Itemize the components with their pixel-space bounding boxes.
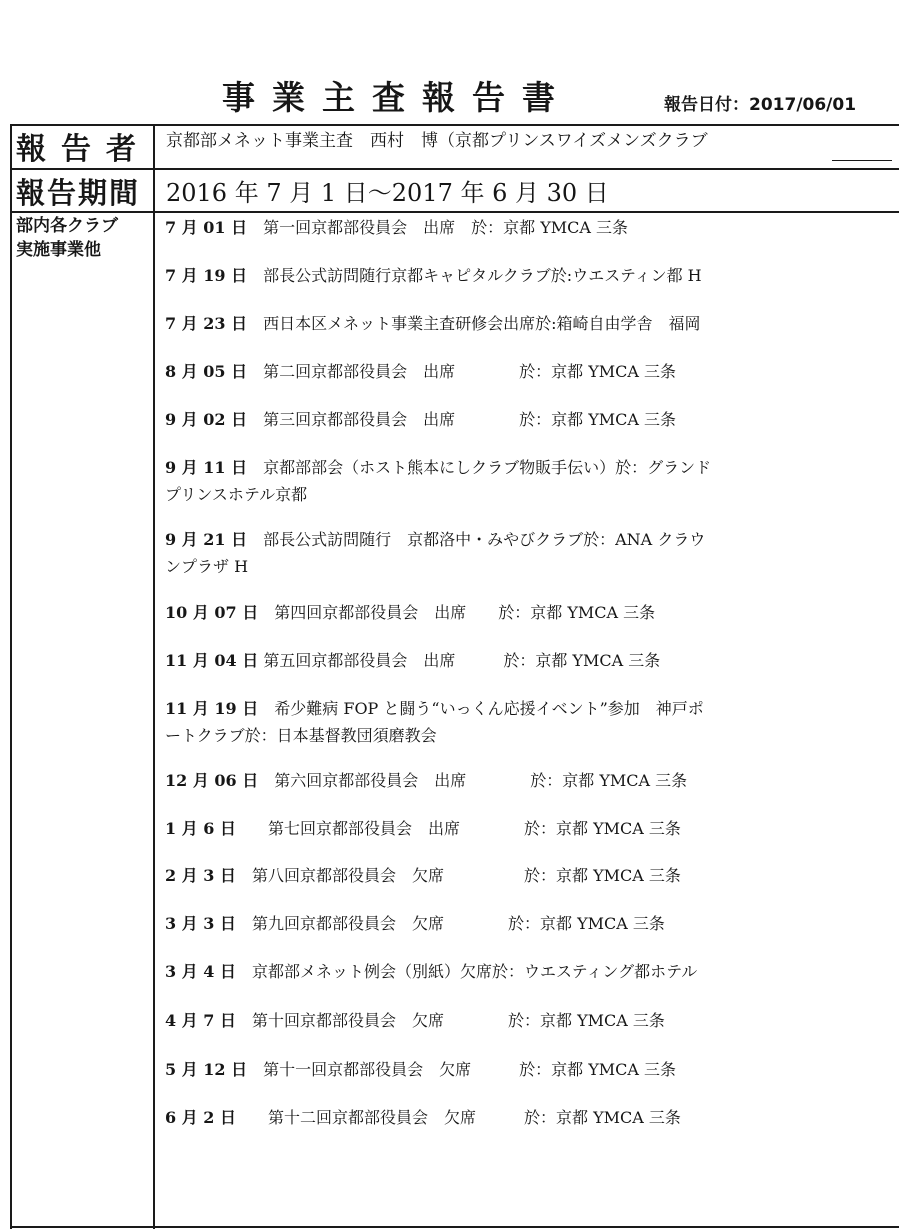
activity-entry [165,1056,676,1083]
table-bottom-border [10,1226,899,1228]
table-top-border [10,124,899,126]
activity-text-continued: プリンスホテル京都 [165,485,308,504]
activity-text: 京都部メネット例会（別紙）欠席於：ウエスティング都ホテル [235,962,698,981]
activity-text: 第九回京都部役員会 欠席 於：京都 YMCA 三条 [235,914,665,933]
activity-entry [165,262,702,289]
activity-date: 5 月 12 日 [165,1060,248,1079]
activities-label [16,214,118,262]
activity-date: 12 月 06 日 [165,771,259,790]
period-value: 2016 年 7 月 1 日～2017 年 6 月 30 日 [166,179,609,207]
activity-text: 部長公式訪問随行 京都洛中・みやびクラブ於：ANA クラウ [247,530,706,549]
document-title: 事業主査報告書 [222,78,572,117]
activity-text: 第十一回京都部役員会 欠席 於：京都 YMCA 三条 [247,1060,677,1079]
activity-date: 2 月 3 日 [165,866,236,885]
activity-entry [165,406,676,433]
activity-text-continued: ンプラザ H [165,557,249,576]
table-left-border [10,124,12,1229]
activity-entry [165,862,681,889]
period-label: 報告期間 [16,176,141,210]
activity-entry [165,310,701,337]
activity-entry [165,958,697,985]
activity-text: 第七回京都部役員会 出席 於：京都 YMCA 三条 [235,819,681,838]
activity-text: 第四回京都部役員会 出席 於：京都 YMCA 三条 [258,603,656,622]
activity-entry [165,767,687,794]
activity-text: 第六回京都部役員会 出席 於：京都 YMCA 三条 [258,771,688,790]
activity-date: 9 月 02 日 [165,410,248,429]
activity-entry [165,815,681,842]
activity-text-continued: ートクラブ於：日本基督教団須磨教会 [165,726,437,745]
activity-date: 9 月 11 日 [165,458,248,477]
activity-entry [165,454,711,508]
activities-label-line1: 部内各クラブ [16,216,118,236]
reporter-value-underline [832,160,892,161]
activity-text: 第三回京都部役員会 出席 於：京都 YMCA 三条 [247,410,677,429]
activity-date: 9 月 21 日 [165,530,248,549]
report-date: 報告日付：2017/06/01 [664,95,857,115]
activity-date: 3 月 4 日 [165,962,236,981]
activity-text: 第八回京都部役員会 欠席 於：京都 YMCA 三条 [235,866,681,885]
activity-text: 第十二回京都部役員会 欠席 於：京都 YMCA 三条 [235,1108,681,1127]
activity-date: 7 月 23 日 [165,314,248,333]
activity-entry [165,647,660,674]
activity-date: 11 月 19 日 [165,699,259,718]
activity-entry [165,599,655,626]
activity-text: 京都部部会（ホスト熊本にしクラブ物販手伝い）於：グランド [247,458,712,477]
activity-text: 第二回京都部役員会 出席 於：京都 YMCA 三条 [247,362,677,381]
table-column-divider [153,124,155,1229]
activity-text: 希少難病 FOP と闘う“いっくん応援イベント”参加 神戸ポ [258,699,704,718]
activity-date: 7 月 19 日 [165,266,248,285]
activity-text: 部長公式訪問随行京都キャピタルクラブ於:ウエスティン都 H [247,266,702,285]
activity-text: 第十回京都部役員会 欠席 於：京都 YMCA 三条 [235,1011,665,1030]
reporter-value: 京都部メネット事業主査 西村 博（京都プリンスワイズメンズクラブ [166,131,708,151]
activity-date: 6 月 2 日 [165,1108,236,1127]
reporter-label: 報告者 [16,132,151,167]
activity-date: 11 月 04 日 [165,651,259,670]
activity-date: 10 月 07 日 [165,603,259,622]
activity-date: 4 月 7 日 [165,1011,236,1030]
activity-text: 第一回京都部役員会 出席 於：京都 YMCA 三条 [247,218,629,237]
activities-label-line2: 実施事業他 [16,240,101,260]
activity-entry [165,910,665,937]
activity-entry [165,1007,665,1034]
activity-date: 3 月 3 日 [165,914,236,933]
activity-text: 第五回京都部役員会 出席 於：京都 YMCA 三条 [258,651,661,670]
activity-entry [165,214,628,241]
activity-date: 1 月 6 日 [165,819,236,838]
activity-entry [165,526,705,580]
activity-date: 8 月 05 日 [165,362,248,381]
activity-entry [165,358,676,385]
activity-text: 西日本区メネット事業主査研修会出席於:箱崎自由学舎 福岡 [247,314,701,333]
activity-entry [165,1104,681,1131]
activity-date: 7 月 01 日 [165,218,248,237]
activity-entry [165,695,704,749]
